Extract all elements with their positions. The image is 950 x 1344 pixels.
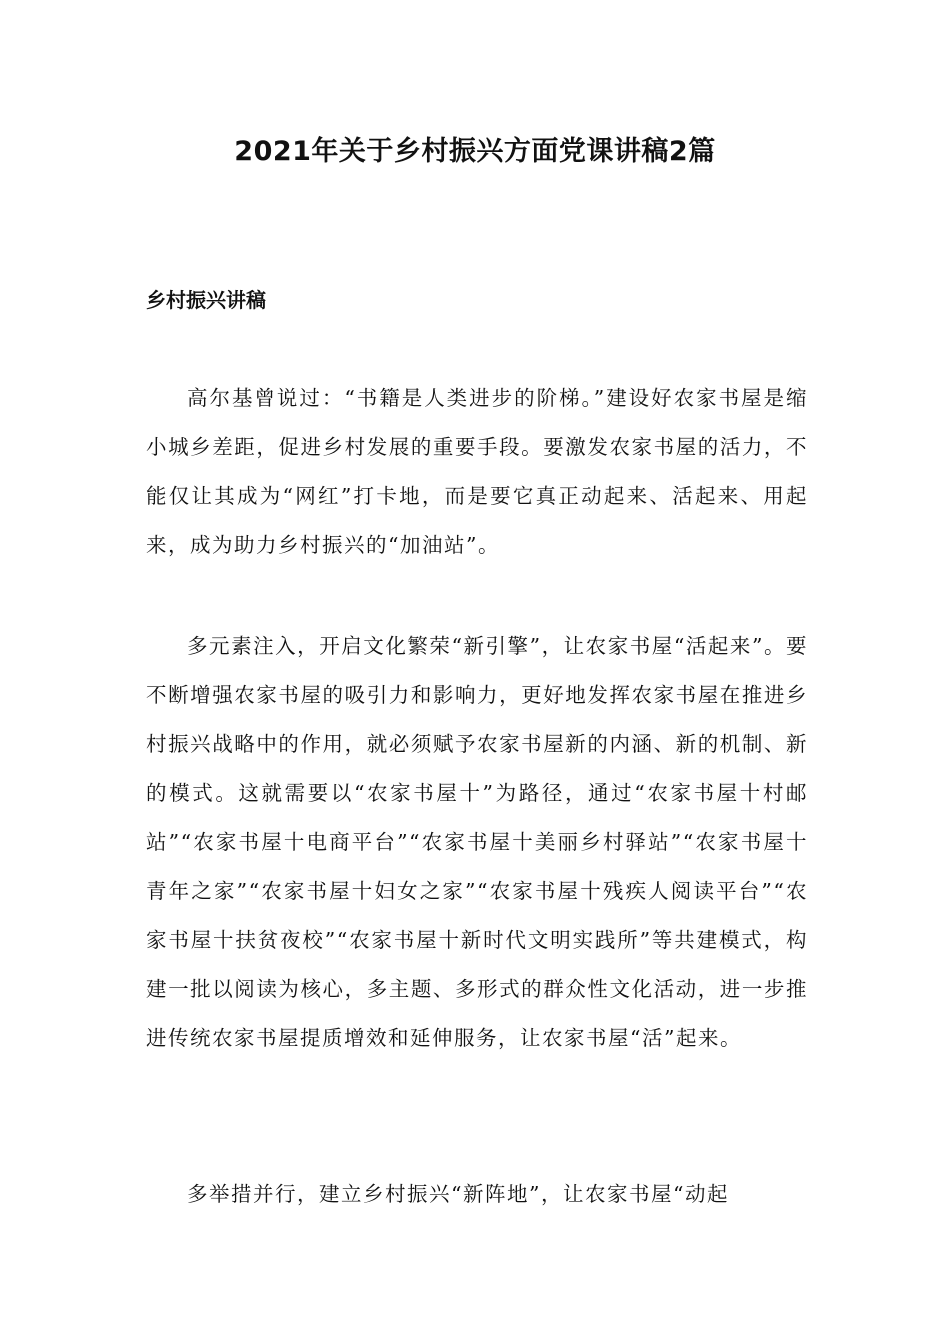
section-heading: 乡村振兴讲稿 bbox=[146, 288, 266, 312]
paragraph-multi-elements: 多元素注入，开启文化繁荣“新引擎”，让农家书屋“活起来”。要不断增强农家书屋的吸引力和影响力，更好地发挥农家书屋在推进乡村振兴战略中的作用，就必须赋予农家书屋新的内涵、新的机制、新的模式。这就需要以“农家书屋十”为路径，通过“农家书屋十村邮站”“农家书屋十电商平台”“农家书屋十美丽乡村驿站”“农家书屋十青年之家”“农家书屋十妇女之家”“农家书屋十残疾人阅读平台”“农家书屋十扶贫夜校”“农家书屋十新时代文明实践所”等共建模式，构建一批以阅读为核心，多主题、多形式的群众性文化活动，进一步推进传统农家书屋提质增效和延伸服务，让农家书屋“活”起来。 bbox=[146, 634, 808, 1050]
paragraph-multi-measures: 多举措并行，建立乡村振兴“新阵地”，让农家书屋“动起 bbox=[187, 1182, 729, 1206]
paragraph-intro: 高尔基曾说过：“书籍是人类进步的阶梯。”建设好农家书屋是缩小城乡差距，促进乡村发展的重要手段。要激发农家书屋的活力，不能仅让其成为“网红”打卡地，而是要它真正动起来、活起来、用起来，成为助力乡村振兴的“加油站”。 bbox=[146, 386, 808, 557]
document-title: 2021年关于乡村振兴方面党课讲稿2篇 bbox=[234, 136, 716, 167]
